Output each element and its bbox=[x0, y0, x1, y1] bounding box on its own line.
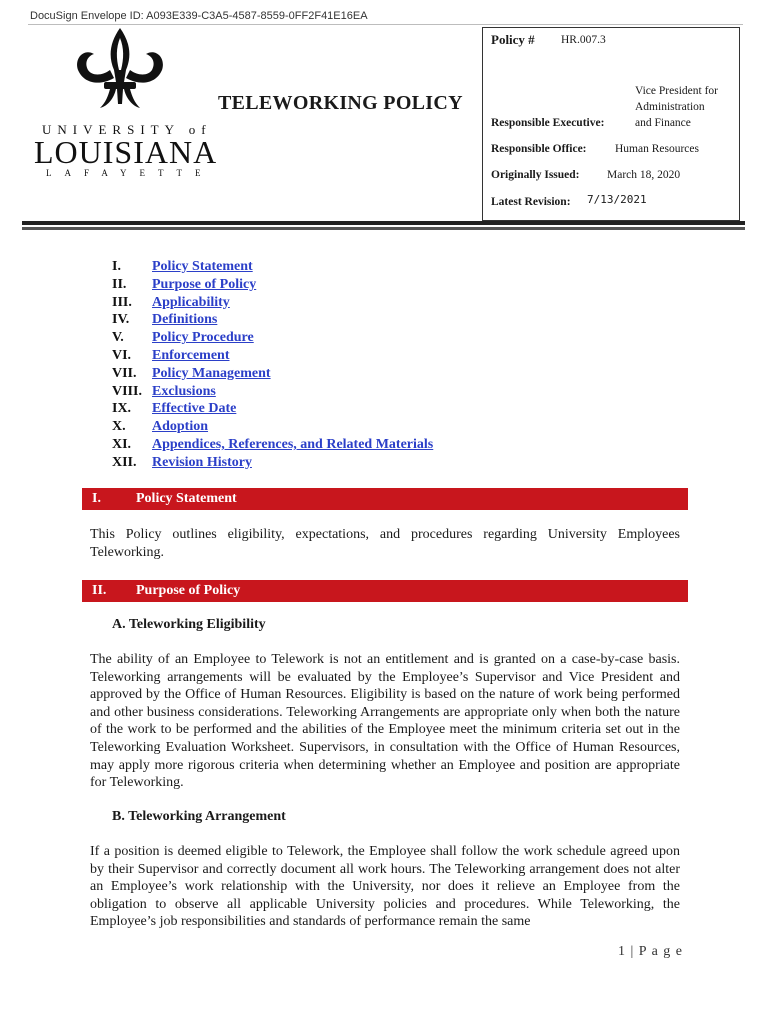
toc-item bbox=[112, 454, 433, 472]
subheading-teleworking-eligibility: A. Teleworking Eligibility bbox=[112, 617, 266, 632]
section-number: II. bbox=[92, 583, 107, 598]
fleur-de-lis-icon bbox=[70, 26, 170, 118]
toc-link-revision-history[interactable]: Revision History bbox=[152, 454, 252, 470]
toc-item bbox=[112, 294, 433, 312]
toc-item-number: X. bbox=[112, 419, 126, 435]
toc-item bbox=[112, 418, 433, 436]
toc-item-number: V. bbox=[112, 330, 124, 346]
header-divider bbox=[22, 221, 745, 225]
exec-value-line1: Vice President for bbox=[635, 85, 718, 97]
toc-link-applicability[interactable]: Applicability bbox=[152, 294, 230, 310]
exec-value-line2: Administration bbox=[635, 101, 705, 113]
toc-item-number: XII. bbox=[112, 454, 137, 470]
toc-item bbox=[112, 258, 433, 276]
teleworking-arrangement-text: If a position is deemed eligible to Telework, the Employee shall follow the work schedule agreed upon by their Supervisor and correctly document all work hours. The Teleworking arrangement does not alter an Employee’s work relationship with the University, nor does it relieve an Employee from the obligation to observe all applicable University policies and procedures. While Teleworking, the Employee’s job responsibilities and standards of performance remain the same bbox=[90, 844, 680, 930]
toc-item-number: XI. bbox=[112, 436, 132, 452]
toc-item bbox=[112, 311, 433, 329]
office-label: Responsible Office: bbox=[491, 143, 587, 155]
page-number: 1 | P a g e bbox=[618, 944, 683, 959]
toc-item-number: I. bbox=[112, 259, 121, 274]
toc-item bbox=[112, 276, 433, 294]
toc-item bbox=[112, 365, 433, 383]
toc-item bbox=[112, 400, 433, 418]
issued-label: Originally Issued: bbox=[491, 169, 580, 181]
toc-link-appendices[interactable]: Appendices, References, and Related Materials bbox=[152, 436, 434, 452]
toc-item-number: VIII. bbox=[112, 383, 142, 399]
toc-link-definitions[interactable]: Definitions bbox=[152, 312, 218, 328]
teleworking-eligibility-text: The ability of an Employee to Telework is not an entitlement and is granted on a case-by-case basis. Teleworking arrangements will be evaluated by the Employee’s Supervisor and Vice President and approved by the Office of Human Resources. Eligibility is based on the nature of work being performed and other business considerations. Teleworking Arrangements are appropriate only when both the nature of the work to be performed and the abilities of the Employee meet the minimum criteria set out in the Teleworking Evaluation Worksheet. Supervisors, in consultation with the Office of Human Resources, may apply more rigorous criteria when determining whether an Employee and position are appropriate for Teleworking. bbox=[90, 652, 680, 791]
section-title: Purpose of Policy bbox=[136, 583, 241, 598]
section-header-policy-statement bbox=[82, 488, 688, 510]
toc-link-policy-management[interactable]: Policy Management bbox=[152, 365, 271, 381]
section-header-purpose-of-policy bbox=[82, 580, 688, 602]
issued-value: March 18, 2020 bbox=[607, 169, 681, 181]
policy-info-box bbox=[482, 27, 740, 221]
policy-statement-text: This Policy outlines eligibility, expectations, and procedures regarding University Employees Teleworking. bbox=[90, 527, 680, 560]
table-of-contents bbox=[112, 258, 433, 472]
revision-value: 7/13/2021 bbox=[587, 193, 647, 206]
toc-item-number: VI. bbox=[112, 347, 132, 363]
section-title: Policy Statement bbox=[136, 491, 237, 506]
toc-item-number: IX. bbox=[112, 401, 132, 417]
docusign-envelope-id: DocuSign Envelope ID: A093E339-C3A5-4587-8559-0FF2F41E16EA bbox=[30, 10, 368, 22]
toc-link-purpose-of-policy[interactable]: Purpose of Policy bbox=[152, 276, 257, 292]
envelope-divider bbox=[28, 24, 743, 25]
policy-number-label: Policy # bbox=[491, 32, 535, 47]
university-logo bbox=[34, 26, 218, 186]
toc-link-exclusions[interactable]: Exclusions bbox=[152, 383, 216, 399]
toc-item-number: VII. bbox=[112, 365, 137, 381]
toc-link-policy-procedure[interactable]: Policy Procedure bbox=[152, 330, 254, 346]
toc-item-number: IV. bbox=[112, 312, 130, 328]
page-title: TELEWORKING POLICY bbox=[218, 92, 463, 114]
toc-link-adoption[interactable]: Adoption bbox=[152, 419, 209, 435]
toc-link-enforcement[interactable]: Enforcement bbox=[152, 347, 230, 363]
policy-number-value: HR.007.3 bbox=[561, 34, 606, 46]
office-value: Human Resources bbox=[615, 143, 699, 155]
logo-line-university: UNIVERSITY of bbox=[42, 122, 212, 137]
toc-item-number: III. bbox=[112, 294, 132, 310]
header-divider-shadow bbox=[22, 227, 745, 230]
exec-label: Responsible Executive: bbox=[491, 117, 605, 129]
subheading-teleworking-arrangement: B. Teleworking Arrangement bbox=[112, 809, 286, 824]
toc-item-number: II. bbox=[112, 276, 127, 292]
exec-value-line3: and Finance bbox=[635, 117, 691, 129]
toc-item bbox=[112, 436, 433, 454]
toc-link-policy-statement[interactable]: Policy Statement bbox=[152, 259, 253, 274]
toc-link-effective-date[interactable]: Effective Date bbox=[152, 401, 237, 417]
section-number: I. bbox=[92, 491, 101, 506]
toc-item bbox=[112, 347, 433, 365]
revision-label: Latest Revision: bbox=[491, 196, 571, 208]
toc-item bbox=[112, 383, 433, 401]
logo-line-louisiana: LOUISIANA bbox=[34, 134, 218, 170]
toc-item bbox=[112, 329, 433, 347]
logo-line-lafayette: LAFAYETTE bbox=[46, 168, 214, 178]
